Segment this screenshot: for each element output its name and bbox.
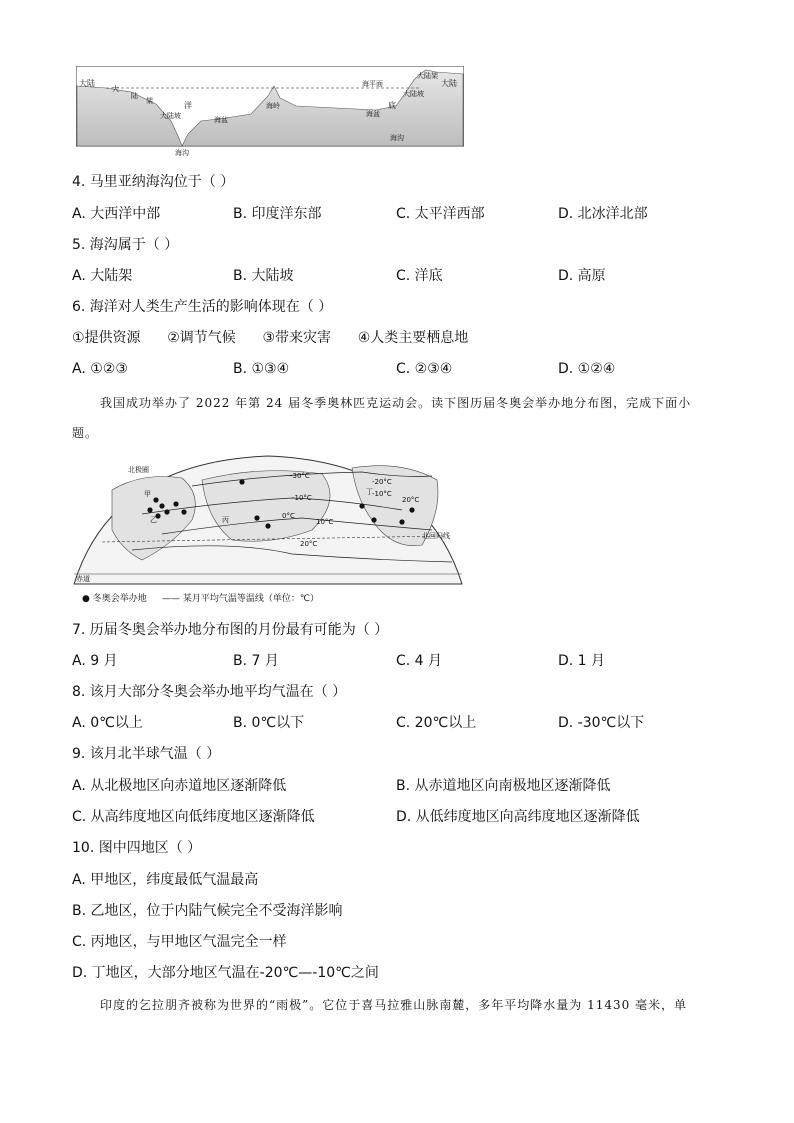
q10-option-a[interactable]: A. 甲地区，纬度最低气温最高 xyxy=(72,872,259,888)
region-label-bing: 丙 xyxy=(222,516,229,524)
q6-option-a[interactable]: A. ①②③ xyxy=(72,361,128,377)
map-svg xyxy=(72,450,464,586)
map-legend-dot: ● 冬奥会举办地 xyxy=(82,594,147,604)
label-basin: 海盆 xyxy=(214,116,228,124)
q8-option-a[interactable]: A. 0℃以上 xyxy=(72,715,143,731)
passage-1-line-1: 我国成功举办了 2022 年第 24 届冬季奥林匹克运动会。读下图历届冬奥会举办地分布图，完成下面小 xyxy=(100,396,692,410)
label-tropic: 北回归线 xyxy=(422,532,450,540)
question-8-stem: 8. 该月大部分冬奥会举办地平均气温在（ ） xyxy=(72,684,347,700)
iso-label-20-a: 20°C xyxy=(300,540,318,548)
question-4-stem: 4. 马里亚纳海沟位于（ ） xyxy=(72,174,235,190)
q7-option-b[interactable]: B. 7 月 xyxy=(233,653,279,669)
iso-label-minus20: -20°C xyxy=(372,478,392,486)
q9-option-b[interactable]: B. 从赤道地区向南极地区逐渐降低 xyxy=(396,778,611,794)
iso-label-10: 10°C xyxy=(316,518,334,526)
q10-option-b[interactable]: B. 乙地区，位于内陆气候完全不受海洋影响 xyxy=(72,903,343,919)
label-shelf-left-3: 架 xyxy=(146,97,153,105)
q4-option-d[interactable]: D. 北冰洋北部 xyxy=(558,206,648,222)
q6-option-c[interactable]: C. ②③④ xyxy=(396,361,453,377)
label-sea-level: 海平面 xyxy=(362,80,383,88)
label-continent-left: 大陆 xyxy=(79,79,95,88)
label-slope-left: 大陆坡 xyxy=(160,112,181,120)
q4-option-b[interactable]: B. 印度洋东部 xyxy=(233,206,322,222)
q6-option-d[interactable]: D. ①②④ xyxy=(558,361,616,377)
label-ocean: 洋 xyxy=(184,101,192,110)
label-seamount: 海岭 xyxy=(266,102,280,110)
q5-option-d[interactable]: D. 高原 xyxy=(558,268,606,284)
question-6-stem: 6. 海洋对人类生产生活的影响体现在（ ） xyxy=(72,299,333,315)
label-north-polar-circle: 北极圈 xyxy=(128,466,149,474)
q7-option-d[interactable]: D. 1 月 xyxy=(558,653,606,669)
q4-option-c[interactable]: C. 太平洋西部 xyxy=(396,206,485,222)
q10-option-d[interactable]: D. 丁地区，大部分地区气温在-20℃—-10℃之间 xyxy=(72,965,379,981)
q5-option-c[interactable]: C. 洋底 xyxy=(396,268,443,284)
label-shelf-left-2: 陆 xyxy=(131,92,138,100)
region-label-yi: 乙 xyxy=(150,516,157,524)
q10-option-c[interactable]: C. 丙地区，与甲地区气温完全一样 xyxy=(72,934,287,950)
label-trench-left: 海沟 xyxy=(175,149,189,157)
iso-label-0: 0°C xyxy=(282,512,295,520)
q8-option-c[interactable]: C. 20℃以上 xyxy=(396,715,477,731)
region-label-ding: 丁 xyxy=(366,488,373,496)
passage-2-line-1: 印度的乞拉朋齐被称为世界的“雨极”。它位于喜马拉雅山脉南麓，多年平均降水量为 11430 毫米，单 xyxy=(100,998,688,1012)
q4-option-a[interactable]: A. 大西洋中部 xyxy=(72,206,161,222)
passage-1-line-2: 题。 xyxy=(72,426,99,440)
q7-option-c[interactable]: C. 4 月 xyxy=(396,653,443,669)
question-9-stem: 9. 该月北半球气温（ ） xyxy=(72,746,221,762)
q5-option-b[interactable]: B. 大陆坡 xyxy=(233,268,294,284)
label-basin-right: 海盆 xyxy=(366,110,380,118)
q9-option-c[interactable]: C. 从高纬度地区向低纬度地区逐渐降低 xyxy=(72,809,315,825)
q8-option-d[interactable]: D. -30℃以下 xyxy=(558,715,645,731)
q5-option-a[interactable]: A. 大陆架 xyxy=(72,268,133,284)
question-10-stem: 10. 图中四地区（ ） xyxy=(72,840,202,856)
iso-label-minus10-b: -10°C xyxy=(372,490,392,498)
q8-option-b[interactable]: B. 0℃以下 xyxy=(233,715,305,731)
label-continent-right: 大陆 xyxy=(441,79,457,88)
region-label-jia: 甲 xyxy=(144,490,151,498)
q9-option-a[interactable]: A. 从北极地区向赤道地区逐渐降低 xyxy=(72,778,287,794)
ocean-profile-figure xyxy=(76,66,464,158)
label-slope-right: 大陆坡 xyxy=(403,90,424,98)
question-6-items: ①提供资源 ②调节气候 ③带来灾害 ④人类主要栖息地 xyxy=(72,330,469,346)
question-5-stem: 5. 海沟属于（ ） xyxy=(72,237,179,253)
label-equator: 赤道 xyxy=(76,575,90,583)
iso-label-minus10-a: -10°C xyxy=(292,494,312,502)
label-floor: 底 xyxy=(388,101,396,110)
map-legend-line: —— 某月平均气温等温线（单位：℃） xyxy=(162,594,319,604)
iso-label-minus30: -30°C xyxy=(290,472,310,480)
q7-option-a[interactable]: A. 9 月 xyxy=(72,653,118,669)
label-shelf-left-1: 大 xyxy=(112,85,119,93)
question-7-stem: 7. 历届冬奥会举办地分布图的月份最有可能为（ ） xyxy=(72,622,389,638)
ocean-profile-svg xyxy=(76,66,464,158)
winter-olympics-map xyxy=(72,450,464,586)
q6-option-b[interactable]: B. ①③④ xyxy=(233,361,290,377)
iso-label-20-b: 20°C xyxy=(402,496,420,504)
label-shelf-right: 大陆架 xyxy=(417,72,438,80)
q9-option-d[interactable]: D. 从低纬度地区向高纬度地区逐渐降低 xyxy=(396,809,640,825)
label-trench-right: 海沟 xyxy=(390,134,404,142)
